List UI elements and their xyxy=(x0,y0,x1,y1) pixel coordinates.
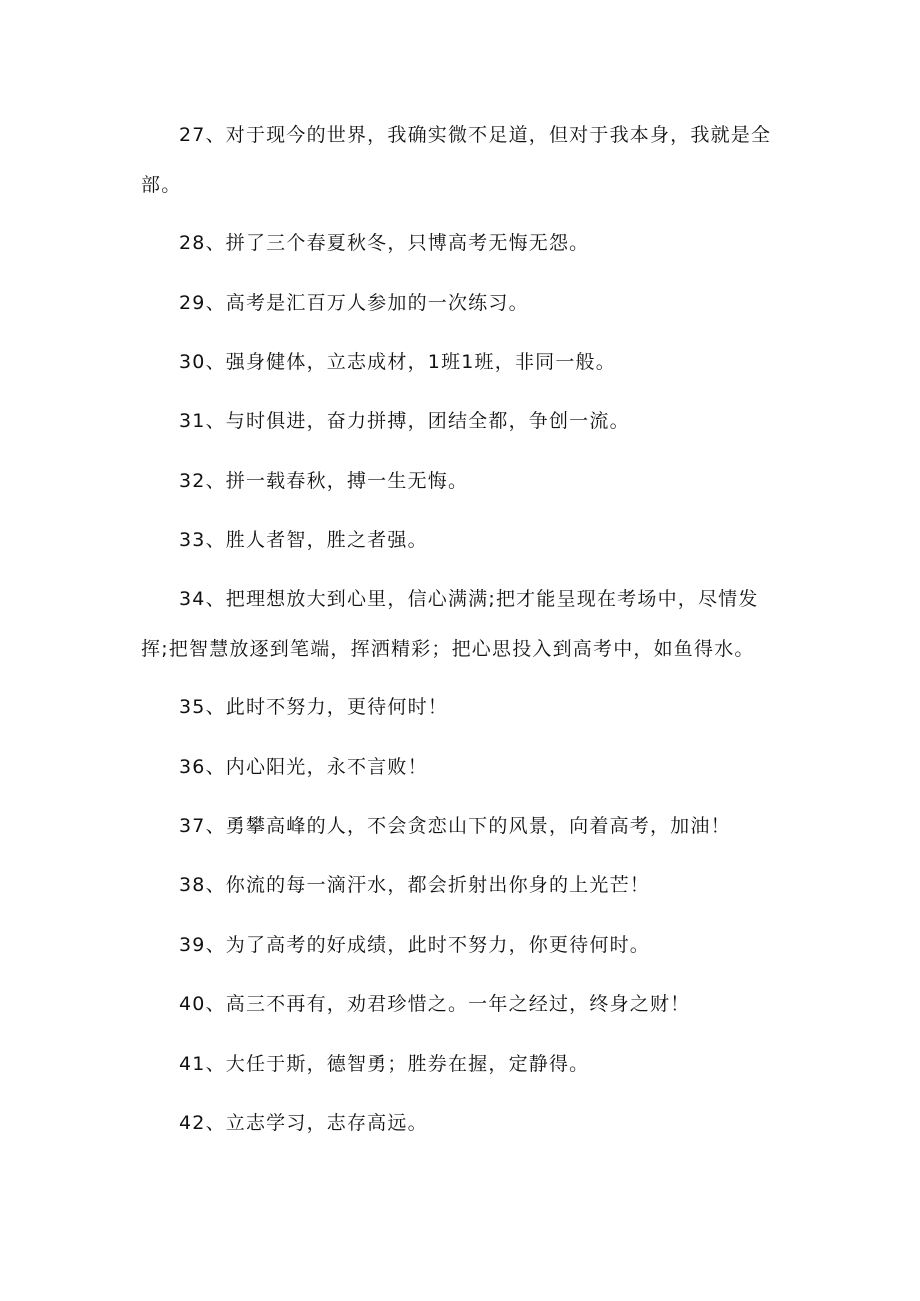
list-item: 40、高三不再有，劝君珍惜之。一年之经过，终身之财！ xyxy=(179,993,691,1015)
list-item: 38、你流的每一滴汗水，都会折射出你身的上光芒！ xyxy=(179,874,650,896)
list-item: 29、高考是汇百万人参加的一次练习。 xyxy=(179,292,529,314)
list-item: 36、内心阳光，永不言败！ xyxy=(179,756,428,778)
list-item: 27、对于现今的世界，我确实微不足道，但对于我本身，我就是全部。 xyxy=(141,124,772,196)
list-item: 30、强身健体，立志成材，1班1班，非同一般。 xyxy=(179,351,616,373)
list-item: 39、为了高考的好成绩，此时不努力，你更待何时。 xyxy=(179,934,650,956)
list-item: 37、勇攀高峰的人，不会贪恋山下的风景，向着高考，加油！ xyxy=(179,815,731,837)
list-item: 31、与时俱进，奋力拼搏，团结全都，争创一流。 xyxy=(179,410,630,432)
list-item: 28、拼了三个春夏秋冬，只博高考无悔无怨。 xyxy=(179,232,590,254)
list-item: 33、胜人者智，胜之者强。 xyxy=(179,529,428,551)
list-item: 32、拼一载春秋，搏一生无悔。 xyxy=(179,470,469,492)
list-item: 35、此时不努力，更待何时！ xyxy=(179,696,448,718)
list-item: 42、立志学习，志存高远。 xyxy=(179,1112,428,1134)
list-item: 34、把理想放大到心里，信心满满;把才能呈现在考场中，尽情发挥;把智慧放逐到笔端，挥洒精彩；把心思投入到高考中，如鱼得水。 xyxy=(141,588,759,660)
list-item: 41、大任于斯，德智勇；胜券在握，定静得。 xyxy=(179,1053,590,1075)
